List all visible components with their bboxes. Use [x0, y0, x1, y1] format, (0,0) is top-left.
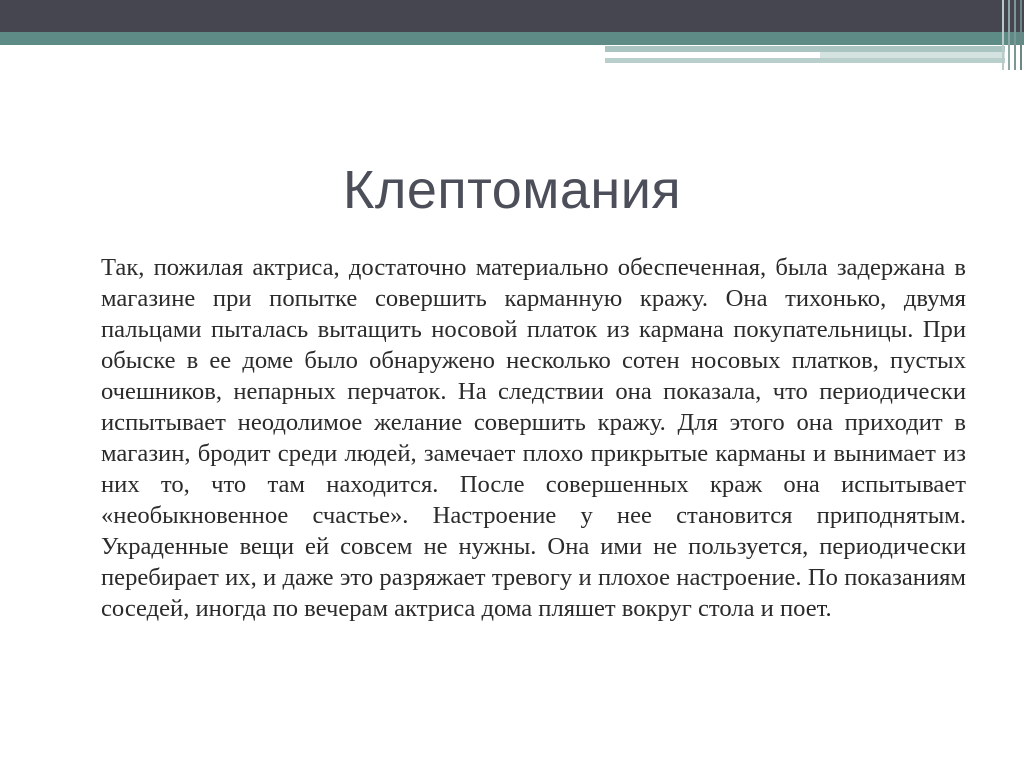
header-right-stripes	[1000, 0, 1024, 70]
header-band-dark	[0, 0, 1024, 32]
slide-body-text: Так, пожилая актриса, достаточно материально обеспеченная, была задержана в магазине при попытке совершить карманную кражу. Она тихонько, двумя пальцами пыталась вытащить носовой платок из кармана покупательницы. При обыске в ее доме было обнаружено несколько сотен носовых платков, пустых очешников, непарных перчаток. На следствии она показала, что периодически испытывает неодолимое желание совершить кражу. Для этого она приходит в магазин, бродит среди людей, замечает плохо прикрытые карманы и вынимает из них то, что там находится. После совершенных краж она испытывает «необыкновенное счастье». Настроение у нее становится приподнятым. Украденные вещи ей совсем не нужны. Она ими не пользуется, периодически перебирает их, и даже это разряжает тревогу и плохое настроение. По показаниям соседей, иногда по вечерам актриса дома пляшет вокруг стола и поет.	[101, 254, 966, 622]
stripe	[1014, 0, 1016, 70]
stripe	[1020, 0, 1022, 70]
stripe	[1002, 0, 1004, 70]
header-accent-line	[605, 58, 1005, 63]
stripe	[1008, 0, 1010, 70]
header-band-teal	[0, 32, 1024, 45]
slide-title: Клептомания	[342, 160, 682, 220]
